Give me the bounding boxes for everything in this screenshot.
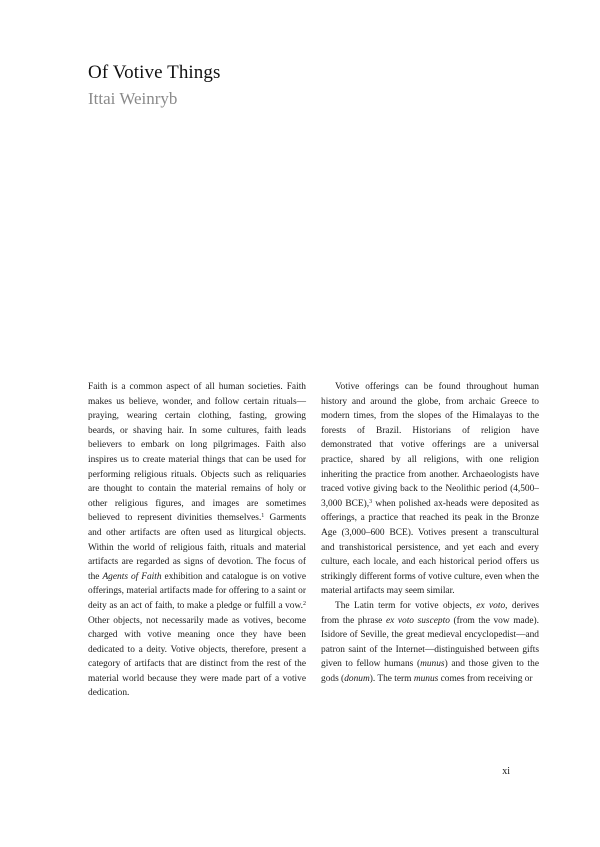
paragraph-left-1 (88, 380, 306, 701)
paragraph-right-2 (321, 599, 539, 687)
text-run: Other objects, not necessarily made as votives, become charged with votive meaning once they have been dedicated to a deity. Votive objects, therefore, present a category of artifacts that are distinct from the rest of the material world because they were made part of a votive dedication. (88, 615, 306, 699)
text-run: ). The term (369, 673, 414, 684)
text-run: Faith is a common aspect of all human societies. Faith makes us believe, wonder, and follow certain rituals—praying, wearing certain clothing, fasting, growing beards, or shaving hair. In some cultures, faith leads believers to embark on long pilgrimages. Faith also inspires us to create material things that can be used for performing religious rituals. Objects such as reliquaries are thought to contain the material remains of holy or other religious figures, and images are sometimes believed to represent divinities themselves. (88, 382, 306, 524)
footnote-ref-2: 2 (303, 600, 306, 607)
italic-term: donum (344, 673, 370, 684)
footnote-ref-1: 1 (261, 513, 265, 520)
page-number: xi (502, 766, 510, 777)
right-column (321, 380, 539, 686)
exhibition-title: Agents of Faith (102, 571, 162, 582)
article-title: Of Votive Things (88, 62, 221, 83)
paragraph-right-1 (321, 380, 539, 599)
italic-term: ex voto suscepto (385, 615, 450, 626)
author-name: Ittai Weinryb (88, 89, 178, 108)
left-column (88, 380, 306, 701)
text-run: exhibition and catalogue is on votive offerings, material artifacts made for offering to a saint or deity as an act of faith, to make a pledge or fulfill a vow. (88, 571, 306, 611)
text-run: ) and those given to the gods ( (321, 659, 540, 684)
text-run: Garments and other artifacts are often used as liturgical objects. Within the world of religious faith, rituals and material artifacts are regarded as signs of devotion. The focus of the (88, 513, 306, 582)
text-run: Votive offerings can be found throughout human history and around the globe, from archaic Greece to modern times, from the slopes of the Himalayas to the forests of Brazil. Historians of religion have demonstrated that votive offerings are a universal practice, shared by all religions, with one religion inheriting the practice from another. Archaeologists have traced votive giving back to the Neolithic period (4,500–3,000 BCE), (321, 382, 539, 509)
text-run: The Latin term for votive objects, (335, 600, 477, 611)
text-run: when polished ax-heads were deposited as offerings, a practice that reached its peak in the Bronze Age (3,000–600 BCE). Votives present a transcultural and transhistorical persistence, and yet each and every culture, each locale, and each historical period offers us strikingly different forms of votive culture, even when the material artifacts may seem similar. (321, 498, 539, 597)
text-run: (from the vow made). Isidore of Seville, the great medieval encyclopedist—and patron saint of the Internet—distinguished between gifts given to fellow humans ( (321, 615, 539, 670)
italic-term: munus (420, 659, 445, 670)
text-run: , derives from the phrase (321, 600, 539, 626)
italic-term: munus (413, 673, 439, 684)
footnote-ref-3: 3 (369, 498, 373, 505)
italic-term: ex voto (476, 600, 506, 611)
text-run: comes from receiving or (438, 673, 533, 684)
